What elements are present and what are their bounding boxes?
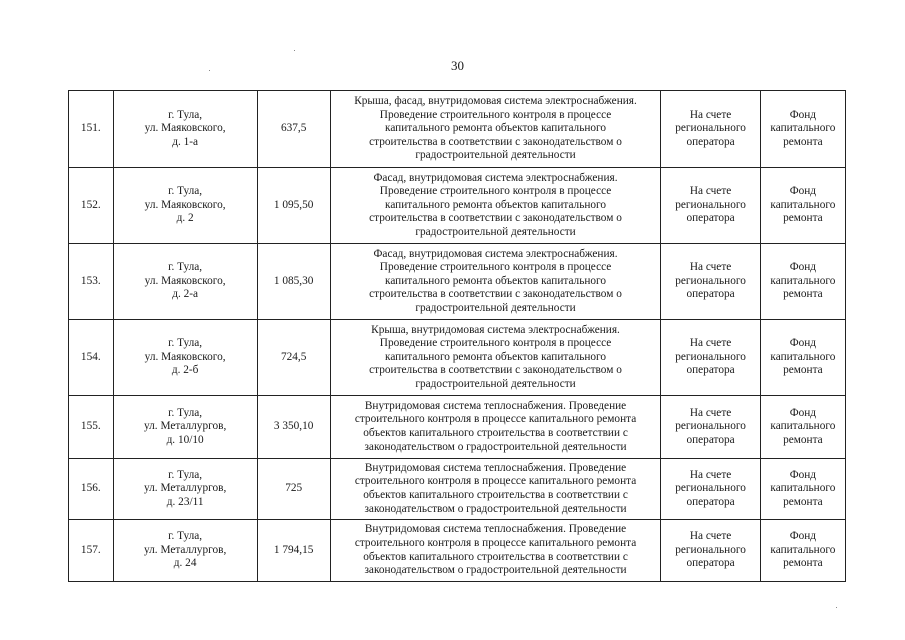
- work-description-cell-line: градостроительной деятельности: [415, 377, 576, 390]
- work-description-cell-line: капитального ремонта объектов капитального: [385, 274, 607, 287]
- table-row: [69, 244, 846, 320]
- scan-speck: [209, 70, 210, 71]
- funding-source-cell: [760, 168, 845, 244]
- work-description-cell-line: Фасад, внутридомовая система электроснабжения.: [373, 171, 618, 184]
- work-description-cell-line: Проведение строительного контроля в процессе: [379, 261, 612, 274]
- work-description-cell-line: градостроительной деятельности: [415, 149, 576, 162]
- work-description-cell-line: Крыша, фасад, внутридомовая система электроснабжения.: [354, 95, 637, 108]
- table-row: [69, 459, 846, 520]
- funding-source-cell-line: капитального: [770, 543, 836, 556]
- row-number: 153.: [69, 244, 114, 320]
- address-cell-line: г. Тула,: [168, 530, 203, 543]
- funding-source-cell: [760, 320, 845, 396]
- funding-source-cell: [760, 244, 845, 320]
- account-cell-line: На счете: [689, 108, 732, 121]
- account-cell-line: оператора: [686, 288, 735, 301]
- address-cell-line: д. 24: [173, 557, 197, 570]
- account-cell-line: регионального: [675, 543, 746, 556]
- work-description-cell-line: законодательством о градостроительной деятельности: [364, 502, 627, 515]
- address-cell-line: д. 10/10: [166, 433, 204, 446]
- address-cell-line: ул. Металлургов,: [144, 420, 227, 433]
- work-description-cell-line: строительного контроля в процессе капитального ремонта: [354, 536, 637, 549]
- account-cell-line: оператора: [686, 364, 735, 377]
- table-body: [69, 91, 846, 582]
- funding-source-cell-line: ремонта: [783, 135, 823, 148]
- account-cell: [661, 168, 760, 244]
- repair-program-table: [68, 90, 846, 582]
- row-number: 151.: [69, 91, 114, 168]
- funding-source-cell-line: капитального: [770, 198, 836, 211]
- work-description-cell-line: Проведение строительного контроля в процессе: [379, 337, 612, 350]
- address-cell-line: г. Тула,: [168, 185, 203, 198]
- account-cell-line: оператора: [686, 557, 735, 570]
- funding-source-cell-line: Фонд: [789, 468, 817, 481]
- address-cell-line: ул. Маяковского,: [144, 122, 226, 135]
- funding-source-cell-line: Фонд: [789, 406, 817, 419]
- work-description-cell-line: Внутридомовая система теплоснабжения. Проведение: [364, 523, 627, 536]
- work-description-cell-line: строительства в соответствии с законодательством о: [369, 135, 622, 148]
- funding-source-cell-line: капитального: [770, 420, 836, 433]
- work-description-cell-line: градостроительной деятельности: [415, 225, 576, 238]
- row-number: 157.: [69, 520, 114, 582]
- funding-source-cell-line: капитального: [770, 482, 836, 495]
- funding-source-cell-line: Фонд: [789, 337, 817, 350]
- account-cell-line: регионального: [675, 198, 746, 211]
- work-description-cell-line: капитального ремонта объектов капитального: [385, 350, 607, 363]
- account-cell-line: оператора: [686, 135, 735, 148]
- row-number: 156.: [69, 459, 114, 520]
- funding-source-cell-line: капитального: [770, 274, 836, 287]
- work-description-cell-line: Проведение строительного контроля в процессе: [379, 185, 612, 198]
- address-cell-line: д. 23/11: [166, 495, 204, 508]
- address-cell-line: д. 1-а: [172, 135, 199, 148]
- address-cell: [113, 91, 257, 168]
- page-number: 30: [451, 58, 464, 73]
- table-row: [69, 396, 846, 459]
- account-cell-line: оператора: [686, 495, 735, 508]
- account-cell-line: На счете: [689, 337, 732, 350]
- account-cell-line: На счете: [689, 406, 732, 419]
- funding-source-cell-line: Фонд: [789, 530, 817, 543]
- account-cell: [661, 396, 760, 459]
- area-cell: 637,5: [257, 91, 330, 168]
- address-cell-line: ул. Металлургов,: [144, 543, 227, 556]
- address-cell-line: г. Тула,: [168, 337, 203, 350]
- work-description-cell-line: объектов капитального строительства в соответствии с: [363, 489, 628, 501]
- work-description-cell: [330, 91, 661, 168]
- area-cell: 725: [257, 459, 330, 520]
- address-cell: [113, 320, 257, 396]
- work-description-cell: [330, 459, 661, 520]
- area-cell: 1 085,30: [257, 244, 330, 320]
- table-row: [69, 168, 846, 244]
- account-cell-line: На счете: [689, 185, 732, 198]
- funding-source-cell-line: ремонта: [783, 364, 823, 377]
- work-description-cell: [330, 520, 661, 582]
- account-cell-line: регионального: [675, 420, 746, 433]
- work-description-cell-line: строительного контроля в процессе капитального ремонта: [354, 475, 637, 488]
- address-cell-line: д. 2-а: [172, 288, 199, 301]
- row-number: 155.: [69, 396, 114, 459]
- funding-source-cell: [760, 459, 845, 520]
- address-cell: [113, 168, 257, 244]
- account-cell: [661, 91, 760, 168]
- work-description-cell-line: Фасад, внутридомовая система электроснабжения.: [373, 247, 618, 260]
- row-number: 154.: [69, 320, 114, 396]
- scan-speck: [836, 607, 837, 608]
- address-cell-line: ул. Маяковского,: [144, 198, 226, 211]
- account-cell-line: оператора: [686, 212, 735, 225]
- work-description-cell: [330, 320, 661, 396]
- funding-source-cell-line: капитального: [770, 122, 836, 135]
- work-description-cell: [330, 396, 661, 459]
- work-description-cell-line: Внутридомовая система теплоснабжения. Проведение: [364, 461, 627, 474]
- account-cell-line: На счете: [689, 468, 732, 481]
- funding-source-cell: [760, 520, 845, 582]
- work-description-cell-line: строительства в соответствии с законодательством о: [369, 212, 622, 225]
- work-description-cell: [330, 168, 661, 244]
- work-description-cell-line: законодательством о градостроительной деятельности: [364, 440, 627, 453]
- work-description-cell-line: градостроительной деятельности: [415, 301, 576, 314]
- funding-source-cell: [760, 91, 845, 168]
- work-description-cell-line: Внутридомовая система теплоснабжения. Проведение: [364, 399, 627, 412]
- account-cell: [661, 320, 760, 396]
- work-description-cell-line: объектов капитального строительства в соответствии с: [363, 427, 628, 439]
- work-description-cell-line: строительного контроля в процессе капитального ремонта: [354, 413, 637, 426]
- account-cell: [661, 244, 760, 320]
- work-description-cell-line: строительства в соответствии с законодательством о: [369, 364, 622, 377]
- account-cell-line: регионального: [675, 274, 746, 287]
- funding-source-cell-line: Фонд: [789, 108, 817, 121]
- address-cell: [113, 459, 257, 520]
- address-cell: [113, 244, 257, 320]
- funding-source-cell-line: Фонд: [789, 261, 817, 274]
- account-cell-line: регионального: [675, 482, 746, 495]
- scan-speck: [294, 50, 295, 51]
- account-cell: [661, 459, 760, 520]
- address-cell-line: г. Тула,: [168, 468, 203, 481]
- area-cell: 1 794,15: [257, 520, 330, 582]
- work-description-cell-line: капитального ремонта объектов капитального: [385, 122, 607, 135]
- address-cell-line: ул. Металлургов,: [144, 482, 227, 495]
- table-row: [69, 91, 846, 168]
- work-description-cell-line: Проведение строительного контроля в процессе: [379, 108, 612, 121]
- area-cell: 724,5: [257, 320, 330, 396]
- funding-source-cell-line: ремонта: [783, 212, 823, 225]
- work-description-cell: [330, 244, 661, 320]
- address-cell-line: д. 2: [176, 212, 194, 225]
- address-cell: [113, 520, 257, 582]
- funding-source-cell-line: Фонд: [789, 185, 817, 198]
- row-number: 152.: [69, 168, 114, 244]
- funding-source-cell-line: капитального: [770, 350, 836, 363]
- work-description-cell-line: строительства в соответствии с законодательством о: [369, 288, 622, 301]
- account-cell-line: регионального: [675, 350, 746, 363]
- table-row: [69, 320, 846, 396]
- address-cell-line: ул. Маяковского,: [144, 274, 226, 287]
- area-cell: 1 095,50: [257, 168, 330, 244]
- address-cell: [113, 396, 257, 459]
- account-cell-line: На счете: [689, 261, 732, 274]
- account-cell-line: оператора: [686, 433, 735, 446]
- address-cell-line: г. Тула,: [168, 108, 203, 121]
- address-cell-line: д. 2-б: [171, 364, 199, 377]
- funding-source-cell-line: ремонта: [783, 288, 823, 301]
- work-description-cell-line: законодательством о градостроительной деятельности: [364, 564, 627, 577]
- address-cell-line: г. Тула,: [168, 406, 203, 419]
- funding-source-cell: [760, 396, 845, 459]
- area-cell: 3 350,10: [257, 396, 330, 459]
- address-cell-line: г. Тула,: [168, 261, 203, 274]
- account-cell: [661, 520, 760, 582]
- funding-source-cell-line: ремонта: [783, 495, 823, 508]
- funding-source-cell-line: ремонта: [783, 557, 823, 570]
- account-cell-line: регионального: [675, 122, 746, 135]
- address-cell-line: ул. Маяковского,: [144, 350, 226, 363]
- work-description-cell-line: Крыша, внутридомовая система электроснабжения.: [371, 323, 620, 336]
- funding-source-cell-line: ремонта: [783, 433, 823, 446]
- account-cell-line: На счете: [689, 530, 732, 543]
- table-row: [69, 520, 846, 582]
- work-description-cell-line: капитального ремонта объектов капитального: [385, 198, 607, 211]
- work-description-cell-line: объектов капитального строительства в соответствии с: [363, 550, 628, 563]
